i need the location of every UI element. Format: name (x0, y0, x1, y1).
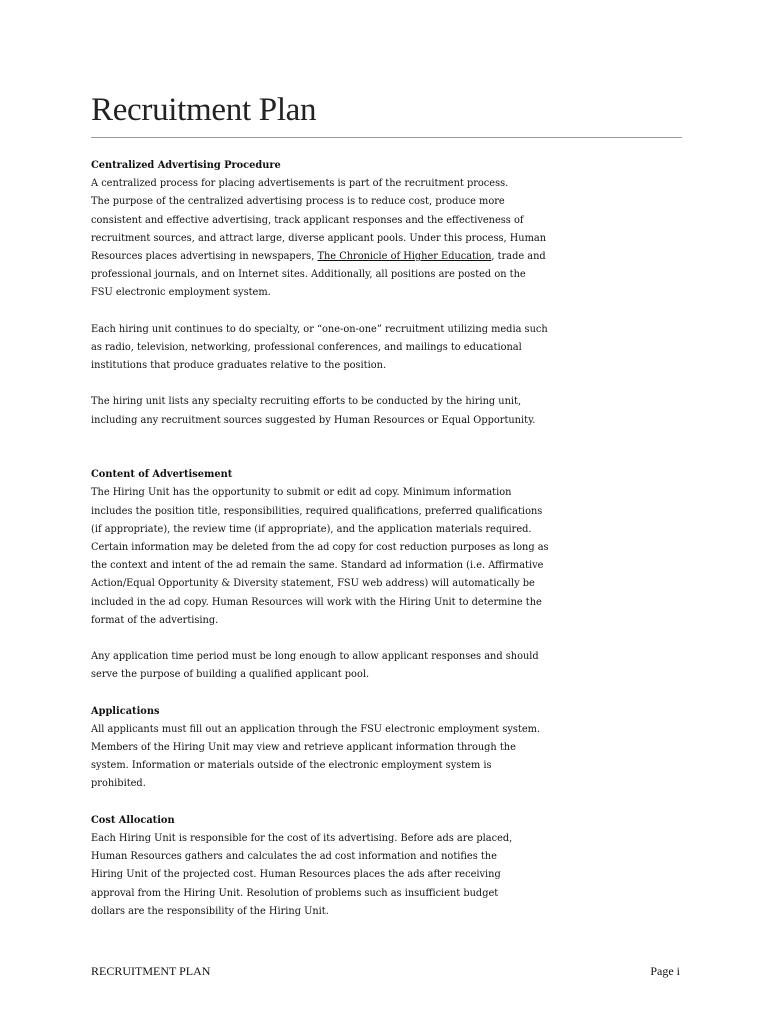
paragraph-line: recruitment sources, and attract large, diverse applicant pools. Under this process, Human (91, 232, 547, 244)
paragraph-line: included in the ad copy. Human Resources will work with the Hiring Unit to determine the (91, 596, 542, 608)
paragraph-line: Action/Equal Opportunity & Diversity statement, FSU web address) will automatically be (91, 578, 535, 590)
document-body (91, 157, 691, 921)
paragraph-line: The hiring unit lists any specialty recruiting efforts to be conducted by the hiring unit, (91, 396, 522, 408)
paragraph-line (91, 248, 691, 266)
title-divider (91, 137, 682, 138)
paragraph-line: The Hiring Unit has the opportunity to submit or edit ad copy. Minimum information (91, 487, 512, 499)
paragraph-line: Any application time period must be long enough to allow applicant responses and should (91, 651, 539, 663)
publication-title: The Chronicle of Higher Education (317, 250, 492, 262)
section-heading-content: Content of Advertisement (91, 469, 233, 481)
paragraph-line: consistent and effective advertising, track applicant responses and the effectiveness of (91, 214, 524, 226)
paragraph-line: prohibited. (91, 778, 146, 790)
paragraph-line: (if appropriate), the review time (if appropriate), and the application materials required. (91, 523, 532, 535)
paragraph-line: Hiring Unit of the projected cost. Human Resources places the ads after receiving (91, 869, 501, 881)
paragraph-line: professional journals, and on Internet sites. Additionally, all positions are posted on the (91, 269, 526, 281)
paragraph-line: system. Information or materials outside of the electronic employment system is (91, 760, 492, 772)
footer-page-number: Page i (650, 964, 680, 978)
paragraph-line: Each hiring unit continues to do specialty, or “one-on-one” recruitment utilizing media such (91, 323, 548, 335)
paragraph-line: The purpose of the centralized advertising process is to reduce cost, produce more (91, 196, 505, 208)
paragraph-line: including any recruitment sources suggested by Human Resources or Equal Opportunity. (91, 414, 536, 426)
paragraph-line: institutions that produce graduates relative to the position. (91, 360, 387, 372)
paragraph-line: as radio, television, networking, professional conferences, and mailings to educational (91, 341, 522, 353)
paragraph-line: Certain information may be deleted from the ad copy for cost reduction purposes as long as (91, 541, 549, 553)
paragraph-line: approval from the Hiring Unit. Resolution of problems such as insufficient budget (91, 887, 499, 899)
paragraph-line: Human Resources gathers and calculates the ad cost information and notifies the (91, 851, 497, 863)
paragraph-line: Each Hiring Unit is responsible for the cost of its advertising. Before ads are placed, (91, 832, 513, 844)
paragraph-line: format of the advertising. (91, 614, 219, 626)
paragraph-line: FSU electronic employment system. (91, 287, 271, 299)
paragraph-line: dollars are the responsibility of the Hiring Unit. (91, 905, 329, 917)
paragraph-line: the context and intent of the ad remain the same. Standard ad information (i.e. Affirmative (91, 560, 544, 572)
text-segment: Resources places advertising in newspapers, (91, 250, 318, 262)
paragraph-line: A centralized process for placing advertisements is part of the recruitment process. (91, 178, 509, 190)
paragraph-line: includes the position title, responsibilities, required qualifications, preferred qualifications (91, 505, 543, 517)
section-heading-centralized: Centralized Advertising Procedure (91, 160, 281, 171)
section-heading-cost: Cost Allocation (91, 814, 175, 826)
page-title: Recruitment Plan (91, 92, 317, 128)
section-heading-applications: Applications (91, 705, 160, 717)
paragraph-line: serve the purpose of building a qualified applicant pool. (91, 669, 370, 681)
text-segment: , trade and (491, 250, 546, 262)
paragraph-line: All applicants must fill out an application through the FSU electronic employment system. (91, 723, 541, 735)
paragraph-line: Members of the Hiring Unit may view and retrieve applicant information through the (91, 742, 516, 754)
footer-document-title: RECRUITMENT PLAN (91, 964, 211, 978)
